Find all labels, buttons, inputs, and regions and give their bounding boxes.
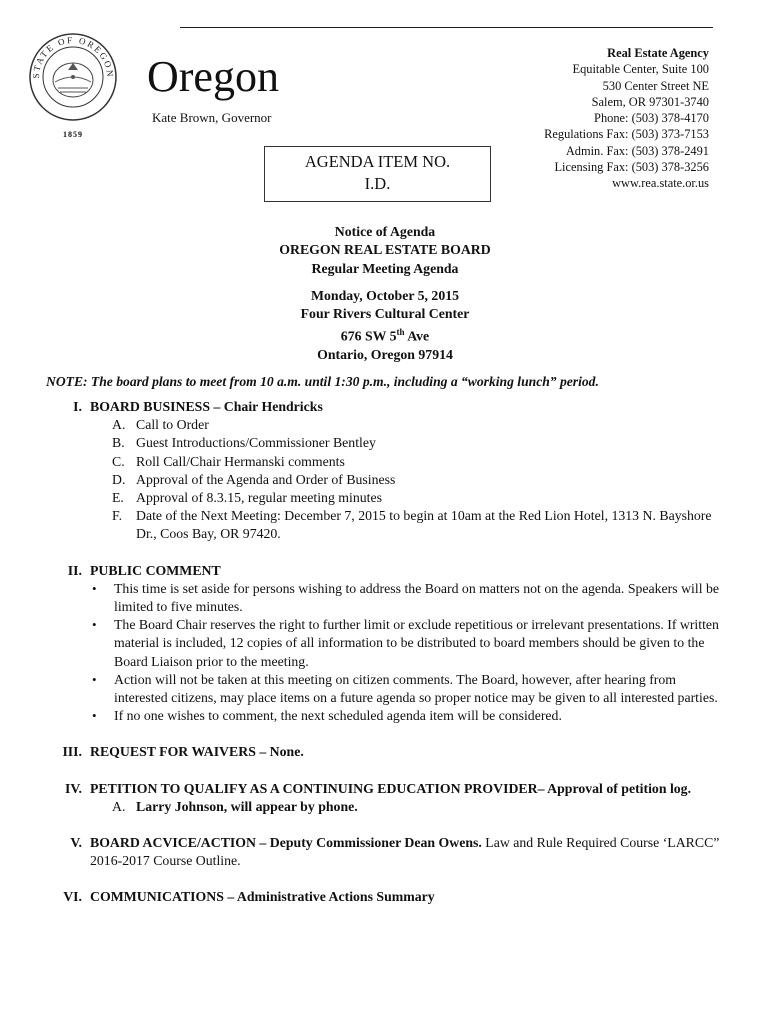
agency-website[interactable]: www.rea.state.or.us (612, 176, 709, 191)
bullet-icon: • (92, 671, 97, 687)
list-item (90, 580, 722, 616)
meeting-date: Monday, October 5, 2015 (310, 287, 460, 303)
item-text: Approval of 8.3.15, regular meeting minutes (136, 490, 382, 506)
agency-regulations-fax: Regulations Fax: (503) 373-7153 (544, 127, 709, 142)
list-item (90, 707, 722, 725)
section-number: V. (70, 835, 82, 851)
item-text: This time is set aside for persons wishing to address the Board on matters not on the agenda. Speakers will be limited to five minutes. (114, 580, 720, 615)
board-name: OREGON REAL ESTATE BOARD (279, 242, 491, 258)
list-item (90, 416, 722, 434)
item-text: Call to Order (136, 417, 209, 433)
list-item (90, 671, 722, 707)
meeting-city: Ontario, Oregon 97914 (317, 347, 453, 363)
agency-name: Real Estate Agency (607, 46, 709, 60)
list-item (90, 471, 722, 489)
section-heading: PETITION TO QUALIFY AS A CONTINUING EDUCATION PROVIDER– Approval of petition log. (90, 780, 692, 796)
item-letter: B. (112, 435, 125, 451)
section-waivers (0, 743, 770, 761)
list-item (90, 489, 722, 507)
agency-phone: Phone: (503) 378-4170 (594, 111, 709, 126)
list-item (90, 616, 722, 671)
bullet-icon: • (92, 617, 97, 633)
section-number: III. (62, 744, 82, 760)
item-letter: E. (112, 490, 124, 506)
section-board-advice (0, 834, 770, 870)
section-number: IV. (64, 780, 82, 796)
agenda-item-number: I.D. (364, 174, 391, 193)
address-street: 676 SW 5 (340, 329, 397, 345)
item-letter: C. (112, 453, 125, 469)
item-text: Action will not be taken at this meeting on citizen comments. The Board, however, after hearing from interested citizens, may place items on a future agenda so proper notice may be given to all interested parties. (114, 671, 718, 706)
list-item (90, 434, 722, 452)
section-number: II. (67, 562, 82, 578)
item-letter: A. (112, 417, 126, 433)
agency-contact-block (544, 45, 709, 192)
agency-address-line: Equitable Center, Suite 100 (572, 62, 709, 77)
meeting-note: NOTE: The board plans to meet from 10 a.m. until 1:30 p.m., including a “working lunch” period. (46, 374, 599, 389)
item-letter: D. (112, 471, 126, 487)
address-ordinal: th (396, 327, 405, 338)
section-number: VI. (63, 889, 82, 905)
list-item (90, 507, 722, 543)
section-heading: REQUEST FOR WAIVERS – None. (90, 744, 304, 760)
meeting-venue: Four Rivers Cultural Center (300, 306, 470, 322)
agency-licensing-fax: Licensing Fax: (503) 378-3256 (554, 160, 709, 175)
item-text: Roll Call/Chair Hermanski comments (136, 453, 345, 469)
governor-name: Kate Brown, Governor (152, 110, 272, 125)
sub-item-list (90, 416, 722, 543)
meeting-address (0, 323, 770, 346)
section-number: I. (73, 399, 82, 414)
header-rule (180, 27, 713, 28)
agency-admin-fax: Admin. Fax: (503) 378-2491 (565, 143, 709, 158)
seal-icon (28, 32, 118, 122)
sub-item-list (90, 798, 722, 816)
item-text: The Board Chair reserves the right to further limit or exclude repetitious or irrelevant presentations. If written material is included, 12 copies of all information to be distributed to board members should be given to the Board Liaison prior to the meeting. (114, 617, 719, 669)
agenda-item-label: AGENDA ITEM NO. (304, 152, 451, 171)
seal-year: 1859 (63, 130, 83, 139)
bullet-icon: • (92, 708, 97, 724)
agenda-body (0, 398, 770, 907)
notice-heading (0, 223, 770, 365)
section-heading: PUBLIC COMMENT (90, 562, 221, 578)
agency-address-line: 530 Center Street NE (602, 78, 709, 93)
address-suffix: Ave (404, 329, 430, 345)
agenda-item-box (264, 146, 491, 202)
seal-text: STATE OF OREGON (30, 34, 116, 79)
section-heading: BOARD ACVICE/ACTION – Deputy Commissioner Dean Owens. (90, 835, 482, 851)
item-letter: A. (112, 798, 126, 814)
item-text: If no one wishes to comment, the next scheduled agenda item will be considered. (114, 708, 562, 724)
item-letter: F. (112, 508, 123, 524)
section-paragraph (90, 834, 722, 870)
section-heading: COMMUNICATIONS – Administrative Actions Summary (90, 889, 435, 905)
notice-title: Notice of Agenda (334, 224, 436, 239)
item-text: Approval of the Agenda and Order of Business (136, 471, 396, 487)
item-text: Guest Introductions/Commissioner Bentley (136, 435, 376, 451)
section-public-comment (0, 562, 770, 726)
section-board-business (0, 398, 770, 544)
section-petition (0, 780, 770, 816)
agency-city-line: Salem, OR 97301-3740 (591, 94, 709, 109)
list-item (90, 453, 722, 471)
state-name: Oregon (147, 52, 279, 101)
section-description: Law and Rule Required Course ‘LARCC” 2016-2017 Course Outline. (90, 835, 720, 869)
list-item (90, 798, 722, 816)
bullet-list (90, 580, 722, 726)
oregon-seal (28, 32, 118, 139)
section-heading: BOARD BUSINESS – Chair Hendricks (90, 399, 323, 414)
item-text: Larry Johnson, will appear by phone. (136, 798, 358, 814)
meeting-type: Regular Meeting Agenda (311, 260, 459, 276)
section-communications (0, 888, 770, 906)
bullet-icon: • (92, 580, 97, 596)
item-text: Date of the Next Meeting: December 7, 2015 to begin at 10am at the Red Lion Hotel, 1313 N. Bayshore Dr., Coos Bay, OR 97420. (136, 508, 712, 542)
